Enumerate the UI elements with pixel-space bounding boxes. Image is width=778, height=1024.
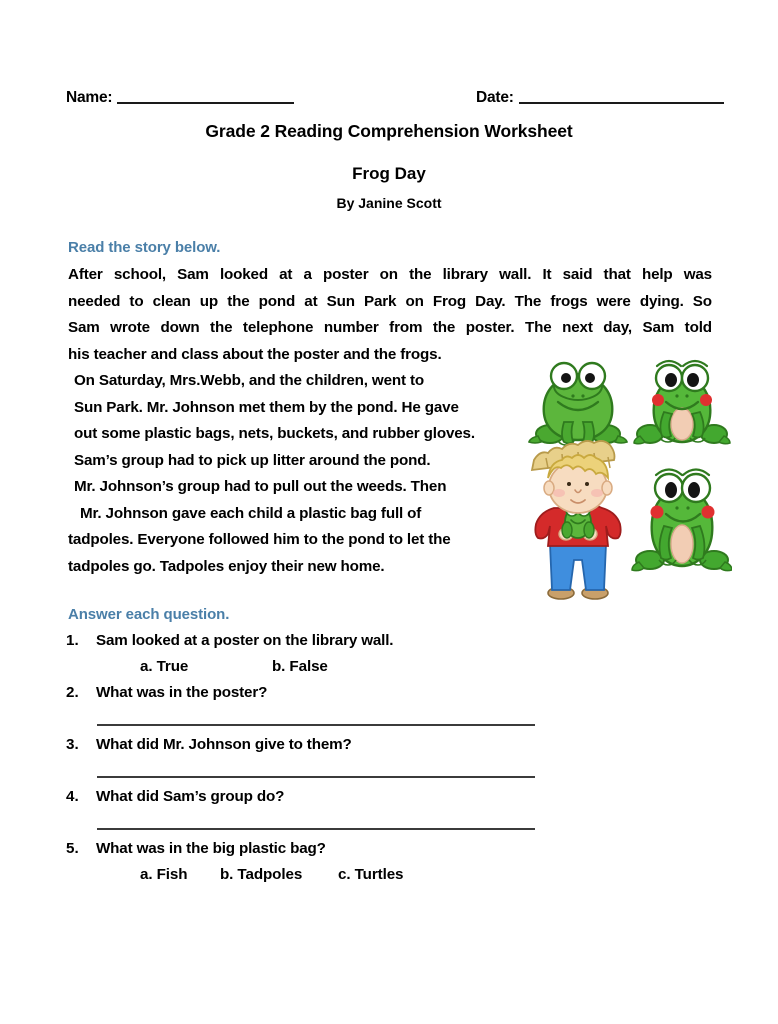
boy-holding-frog-icon <box>535 455 620 599</box>
option-label: False <box>289 658 328 675</box>
story-word: wall. <box>499 266 532 283</box>
option-letter: a. <box>140 658 153 675</box>
story-word: telephone <box>242 319 314 336</box>
story-title: Frog Day <box>352 164 426 183</box>
story-word: Frog <box>432 292 467 310</box>
answer-rule <box>97 776 535 778</box>
story-line: Sam’s group had to pick up litter around the pond. <box>74 451 431 469</box>
question-item <box>66 788 716 814</box>
story-word: from <box>389 319 423 336</box>
story-line: his teacher and class about the poster and the frogs. <box>68 345 442 363</box>
option-label: Tadpoles <box>237 866 303 883</box>
story-word: The <box>525 319 552 336</box>
option-letter: b. <box>220 866 234 883</box>
read-story-heading: Read the story below. <box>68 239 221 256</box>
story-line: tadpoles go. Tadpoles enjoy their new home. <box>68 557 385 575</box>
story-word: school, <box>113 266 166 283</box>
story-word: that <box>603 266 631 283</box>
option-choice[interactable] <box>220 866 302 883</box>
story-word: Day. <box>475 292 506 310</box>
story-word: the <box>227 292 250 310</box>
story-word: at <box>304 292 318 310</box>
story-word: up <box>199 292 219 310</box>
answer-rule <box>97 724 535 726</box>
story-word: number <box>323 319 379 336</box>
question-number: 1. <box>66 632 79 649</box>
question-number: 3. <box>66 736 79 753</box>
question-text: What was in the poster? <box>96 684 268 701</box>
story-line: Mr. Johnson gave each child a plastic bag full of <box>80 504 422 522</box>
questions-list <box>66 632 716 892</box>
story-word: the <box>409 266 432 283</box>
answer-write-line[interactable] <box>66 710 716 736</box>
question-number: 5. <box>66 840 79 857</box>
answer-write-line[interactable] <box>66 814 716 840</box>
option-label: Turtles <box>354 866 404 883</box>
story-word: on <box>405 292 424 310</box>
date-write-line[interactable] <box>519 102 724 104</box>
story-word: the <box>432 319 456 336</box>
answer-questions-heading: Answer each question. <box>68 606 230 623</box>
question-options <box>66 866 716 892</box>
name-label: Name: <box>66 89 113 106</box>
option-letter: b. <box>272 658 286 675</box>
question-number: 4. <box>66 788 79 805</box>
option-letter: c. <box>338 866 351 883</box>
story-word: dying. <box>639 292 684 310</box>
story-word: wrote <box>110 319 150 336</box>
option-label: True <box>156 658 189 675</box>
story-word: Park <box>364 292 397 310</box>
illustration-frogs-and-boy <box>524 352 732 600</box>
story-line: On Saturday, Mrs.Webb, and the children, went to <box>74 372 425 389</box>
story-word: poster <box>322 266 369 283</box>
name-field[interactable] <box>66 84 294 106</box>
frog-bottom-right-icon <box>632 470 732 571</box>
story-word: The <box>514 292 542 310</box>
story-word: day, <box>603 319 632 336</box>
story-word: help <box>641 266 673 283</box>
question-options <box>66 658 716 684</box>
story-word: needed <box>68 292 121 310</box>
date-label: Date: <box>476 89 514 106</box>
story-line: tadpoles. Everyone followed him to the pond to let the <box>68 531 451 548</box>
story-word: next <box>562 319 593 336</box>
student-info-row <box>66 84 712 106</box>
story-word: Sam <box>177 266 209 283</box>
story-word: poster. <box>465 319 515 336</box>
frog-top-left-icon <box>529 363 627 445</box>
story-author: By Janine Scott <box>336 195 442 211</box>
story-word: down <box>160 319 200 336</box>
story-word: on <box>379 266 398 283</box>
story-word: told <box>684 319 712 336</box>
option-choice[interactable] <box>140 658 188 675</box>
story-line <box>68 315 712 342</box>
story-word: Sam <box>642 319 675 336</box>
question-item <box>66 840 716 866</box>
answer-rule <box>97 828 535 830</box>
story-word: were <box>596 292 631 310</box>
story-word: said <box>562 266 593 283</box>
frog-top-right-icon <box>634 361 730 444</box>
story-word: library <box>442 266 488 283</box>
option-letter: a. <box>140 866 153 883</box>
story-word: clean <box>152 292 191 310</box>
question-text: What did Mr. Johnson give to them? <box>96 736 352 753</box>
option-choice[interactable] <box>338 866 403 883</box>
story-line: Sun Park. Mr. Johnson met them by the pond. He gave <box>74 398 459 416</box>
question-text: Sam looked at a poster on the library wall. <box>96 632 394 649</box>
story-word: It <box>542 266 552 283</box>
question-item <box>66 684 716 710</box>
story-line: Mr. Johnson’s group had to pull out the weeds. Then <box>74 478 447 495</box>
page-title: Grade 2 Reading Comprehension Worksheet <box>205 121 573 141</box>
date-field[interactable] <box>476 84 724 106</box>
option-choice[interactable] <box>272 658 328 675</box>
name-write-line[interactable] <box>117 102 294 104</box>
story-word: pond <box>258 292 296 310</box>
story-word: Sam <box>68 319 100 336</box>
question-text: What was in the big plastic bag? <box>96 840 326 857</box>
story-word: the <box>210 319 233 336</box>
story-word: Sun <box>326 292 355 310</box>
option-choice[interactable] <box>140 866 187 883</box>
story-word: frogs <box>550 292 588 310</box>
story-line: out some plastic bags, nets, buckets, and rubber gloves. <box>74 425 475 442</box>
story-word: So <box>692 292 712 310</box>
story-line <box>68 289 712 316</box>
story-word: to <box>129 292 144 310</box>
story-line <box>68 262 712 289</box>
story-word: was <box>683 266 712 283</box>
story-word: looked <box>219 266 268 283</box>
story-word: at <box>279 266 293 283</box>
question-item <box>66 736 716 762</box>
answer-write-line[interactable] <box>66 762 716 788</box>
story-word: After <box>68 266 103 283</box>
question-number: 2. <box>66 684 79 701</box>
story-word: a <box>303 266 312 283</box>
question-text: What did Sam’s group do? <box>96 788 285 805</box>
option-label: Fish <box>156 866 188 883</box>
question-item <box>66 632 716 658</box>
